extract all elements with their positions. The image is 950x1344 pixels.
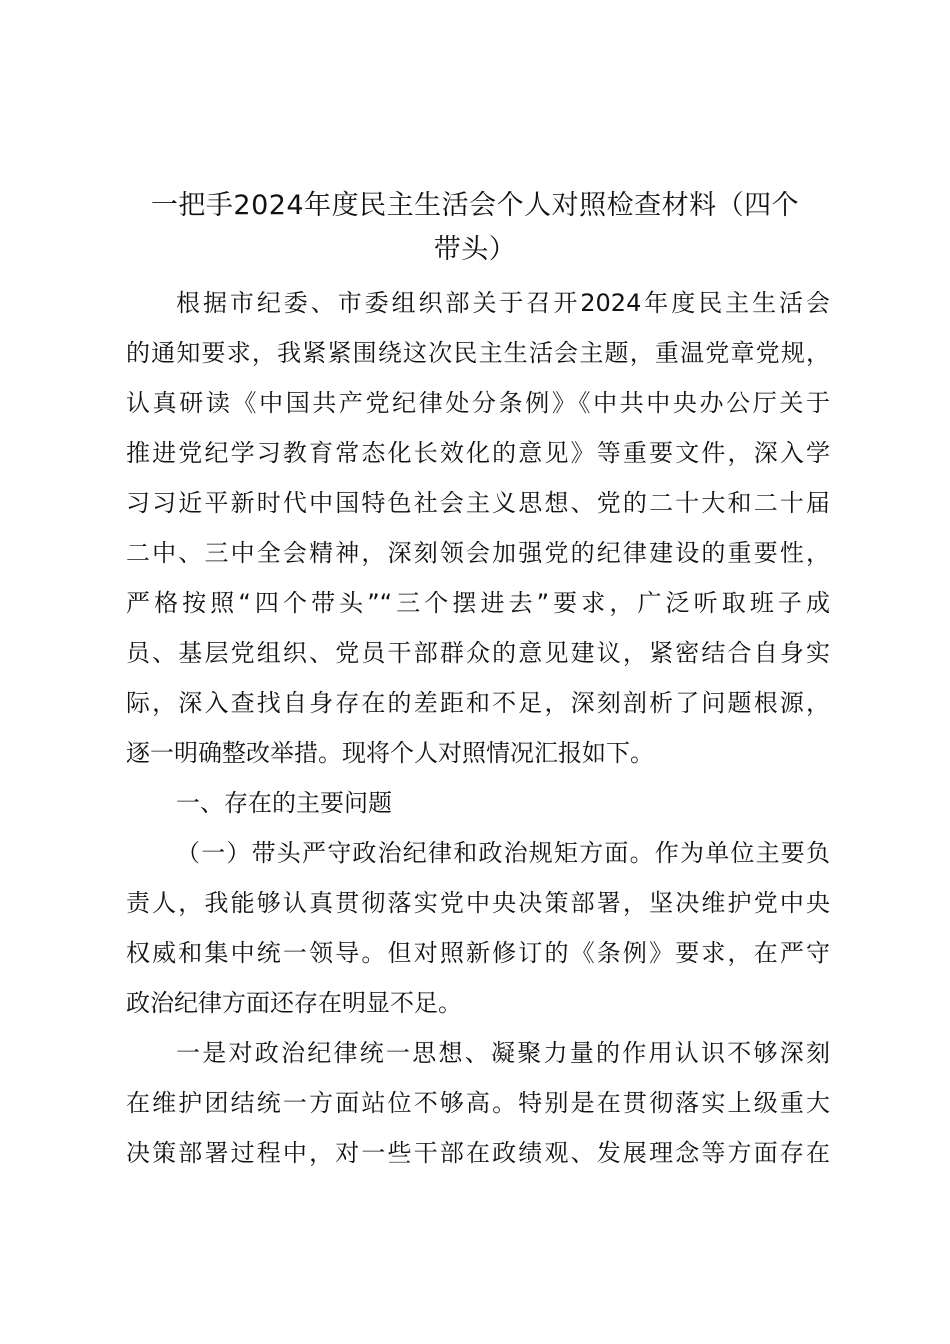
- paragraph-2-line: 政治纪律方面还存在明显不足。: [126, 989, 462, 1017]
- paragraph-2-line: 责人，我能够认真贯彻落实党中央决策部署，坚决维护党中央: [126, 889, 830, 917]
- paragraph-3-line: 决策部署过程中，对一些干部在政绩观、发展理念等方面存在: [126, 1139, 830, 1167]
- paragraph-1-line: 的通知要求，我紧紧围绕这次民主生活会主题，重温党章党规，: [126, 339, 830, 367]
- paragraph-1-line: 推进党纪学习教育常态化长效化的意见》等重要文件，深入学: [126, 439, 830, 467]
- paragraph-2-line: （一）带头严守政治纪律和政治规矩方面。作为单位主要负: [176, 839, 830, 867]
- paragraph-1-line: 际，深入查找自身存在的差距和不足，深刻剖析了问题根源，: [126, 689, 830, 717]
- paragraph-2-line: 权威和集中统一领导。但对照新修订的《条例》要求，在严守: [126, 939, 830, 967]
- paragraph-3-line: 一是对政治纪律统一思想、凝聚力量的作用认识不够深刻: [176, 1039, 830, 1067]
- paragraph-1-line: 二中、三中全会精神，深刻领会加强党的纪律建设的重要性，: [126, 539, 830, 567]
- paragraph-1-line: 根据市纪委、市委组织部关于召开2024年度民主生活会: [176, 289, 830, 317]
- document-title: [110, 184, 840, 272]
- title-line-1: 一把手2024年度民主生活会个人对照检查材料（四个: [150, 190, 800, 221]
- title-line-2: 带头）: [433, 234, 517, 265]
- section-heading: 一、存在的主要问题: [176, 789, 392, 817]
- paragraph-1-line: 逐一明确整改举措。现将个人对照情况汇报如下。: [126, 739, 654, 767]
- paragraph-1-line: 习习近平新时代中国特色社会主义思想、党的二十大和二十届: [126, 489, 830, 517]
- paragraph-1-line: 认真研读《中国共产党纪律处分条例》《中共中央办公厅关于: [126, 389, 830, 417]
- paragraph-1-line: 员、基层党组织、党员干部群众的意见建议，紧密结合自身实: [126, 639, 830, 667]
- paragraph-1-line: 严格按照“四个带头”“三个摆进去”要求，广泛听取班子成: [126, 589, 830, 617]
- paragraph-3-line: 在维护团结统一方面站位不够高。特别是在贯彻落实上级重大: [126, 1089, 830, 1117]
